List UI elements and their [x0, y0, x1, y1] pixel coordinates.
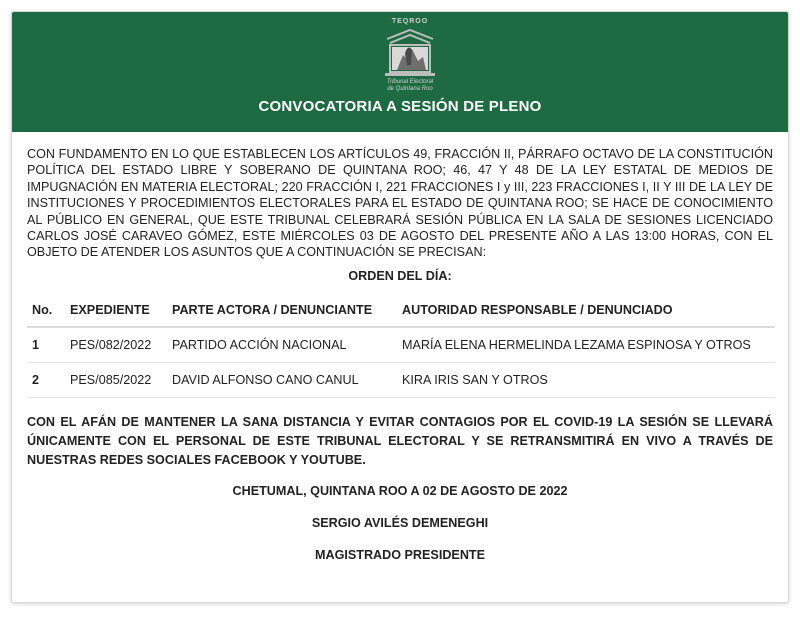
signer-position: MAGISTRADO PRESIDENTE	[314, 547, 486, 562]
row-number: 1	[27, 327, 65, 363]
document-body	[12, 132, 788, 562]
place-date: CHETUMAL, QUINTANA ROO A 02 DE AGOSTO DE 2022	[232, 483, 568, 498]
header-parte: PARTE ACTORA / DENUNCIANTE	[167, 297, 397, 327]
table-header-row	[27, 297, 775, 327]
header-banner	[12, 12, 788, 132]
logo-subtitle-1: Tribunal Electoral	[386, 79, 434, 85]
convocatoria-card	[11, 11, 789, 603]
signer-name: SERGIO AVILÉS DEMENEGHI	[311, 515, 489, 530]
logo-subtitle-2: de Quintana Roo	[387, 86, 433, 92]
logo-acronym: TEQROO	[391, 18, 429, 25]
tribunal-emblem-icon	[381, 27, 439, 79]
row-expediente: PES/085/2022	[65, 362, 167, 397]
intro-paragraph: CON FUNDAMENTO EN LO QUE ESTABLECEN LOS ARTÍCULOS 49, FRACCIÓN II, PÁRRAFO OCTAVO DE LA CONSTITUCIÓN POLÍTICA DEL ESTADO LIBRE Y SOBERANO DE QUINTANA ROO; 46, 47 Y 48 DE LA LEY ESTATAL DE MEDIOS DE IMPUGNACIÓN EN MATERIA ELECTORAL; 220 FRACCIÓN I, 221 FRACCIONES I y III, 223 FRACCIONES I, II Y III DE LA LEY DE INSTITUCIONES Y PROCEDIMIENTOS ELECTORALES PARA EL ESTADO DE QUINTANA ROO; SE HACE DE CONOCIMIENTO AL PÚBLICO EN GENERAL, QUE ESTE TRIBUNAL CELEBRARÁ SESIÓN PÚBLICA EN LA SALA DE SESIONES LICENCIADO CARLOS JOSÉ CARAVEO GÓMEZ, ESTE MIÉRCOLES 03 DE AGOSTO DEL PRESENTE AÑO A LAS 13:00 HORAS, CON EL OBJETO DE ATENDER LOS ASUNTOS QUE A CONTINUACIÓN SE PRECISAN:	[27, 147, 773, 260]
row-autoridad: KIRA IRIS SAN Y OTROS	[397, 362, 775, 397]
header-expediente: EXPEDIENTE	[65, 297, 167, 327]
row-expediente: PES/082/2022	[65, 327, 167, 363]
table-row	[27, 362, 775, 397]
orden-del-dia-title: ORDEN DEL DÍA:	[348, 268, 452, 283]
agenda-table	[27, 297, 775, 398]
row-parte: PARTIDO ACCIÓN NACIONAL	[167, 327, 397, 363]
tribunal-logo	[370, 18, 450, 98]
covid-notice: CON EL AFÁN DE MANTENER LA SANA DISTANCIA Y EVITAR CONTAGIOS POR EL COVID-19 LA SESIÓN SE LLEVARÁ ÚNICAMENTE CON EL PERSONAL DE ESTE TRIBUNAL ELECTORAL Y SE RETRANSMITIRÁ EN VIVO A TRAVÉS DE NUESTRAS REDES SOCIALES FACEBOOK Y YOUTUBE.	[27, 414, 773, 467]
header-autoridad: AUTORIDAD RESPONSABLE / DENUNCIADO	[397, 297, 775, 327]
row-number: 2	[27, 362, 65, 397]
row-parte: DAVID ALFONSO CANO CANUL	[167, 362, 397, 397]
header-no: No.	[27, 297, 65, 327]
table-row	[27, 327, 775, 363]
row-autoridad: MARÍA ELENA HERMELINDA LEZAMA ESPINOSA Y OTROS	[397, 327, 775, 363]
page-title: CONVOCATORIA A SESIÓN DE PLENO	[258, 98, 542, 115]
